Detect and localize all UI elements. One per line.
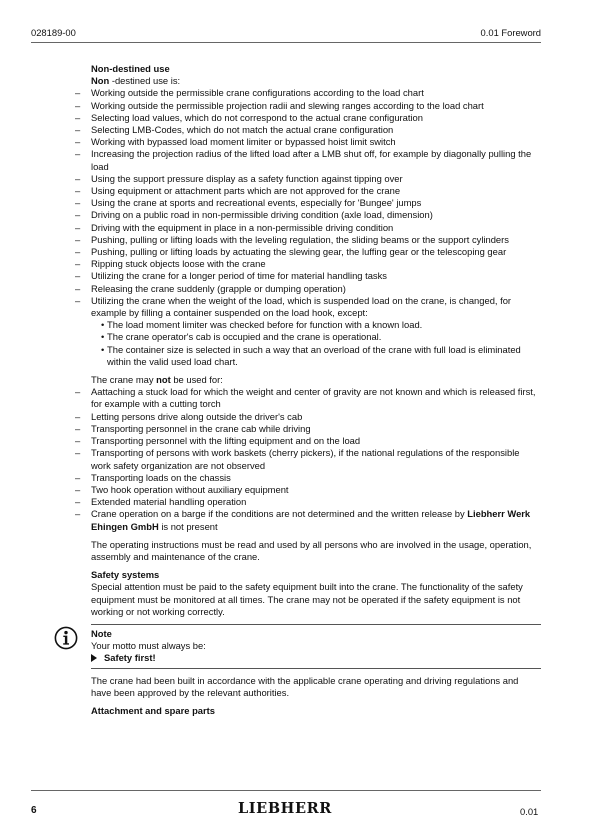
list-item: – Selecting LMB-Codes, which do not match the actual crane configuration xyxy=(75,124,394,136)
liebherr-logo: LIEBHERR xyxy=(238,800,332,817)
list-item: – Pushing, pulling or lifting loads with the leveling regulation, the sliding beams or the support cylinders xyxy=(75,233,509,245)
exception-item: • The load moment limiter was checked before for function with a known load. xyxy=(101,319,423,331)
non-destined-list xyxy=(75,87,541,319)
list-item: – Releasing the crane suddenly (grapple or dumping operation) xyxy=(75,282,346,294)
list-item: – Two hook operation without auxiliary equipment xyxy=(75,483,289,495)
header-divider xyxy=(31,42,541,43)
version-label: 0.01 xyxy=(520,806,539,817)
note-motto: Safety first! xyxy=(91,652,541,664)
list-item: – Working outside the permissible projection radii and slewing ranges according to the load chart xyxy=(75,99,484,111)
list-item: – Aattaching a stuck load for which the weight and center of gravity are not known and which is released first, for example with a cutting torch xyxy=(75,386,536,410)
non-destined-intro: Non -destined use is: xyxy=(91,75,181,87)
list-item: – Utilizing the crane for a longer period of time for material handling tasks xyxy=(75,270,387,282)
list-item: – Driving on a public road in non-permissible driving condition (axle load, dimension) xyxy=(75,209,433,221)
list-item: – Working with bypassed load moment limiter or bypassed hoist limit switch xyxy=(75,136,396,148)
list-item: – Transporting of persons with work baskets (cherry pickers), if the national regulations of the responsible work safety organization are not observed xyxy=(75,447,520,471)
page-number: 6 xyxy=(31,805,37,816)
note-title: Note xyxy=(91,627,112,639)
list-item: – Using the support pressure display as a safety function against tipping over xyxy=(75,172,403,184)
note-box xyxy=(91,624,541,669)
list-item: – Using the crane at sports and recreational events, especially for 'Bungee' jumps xyxy=(75,197,422,209)
not-used-last-list xyxy=(75,508,541,532)
built-paragraph: The crane had been built in accordance with the applicable crane operating and driving regulations and have been approved by the relevant authorities. xyxy=(91,674,519,698)
list-item: – Working outside the permissible crane configurations according to the load chart xyxy=(75,87,424,99)
list-item: – Extended material handling operation xyxy=(75,496,247,508)
list-item: – Transporting personnel with the lifting equipment and on the load xyxy=(75,435,361,447)
page-header xyxy=(31,27,541,39)
exception-item: • The container size is selected in such a way that an overload of the crane with full load is eliminated within the valid used load chart. xyxy=(101,343,521,367)
not-used-intro: The crane may not be used for: xyxy=(91,374,223,386)
list-item: – Transporting personnel in the crane cab while driving xyxy=(75,422,311,434)
list-item: – Letting persons drive along outside the driver's cab xyxy=(75,410,303,422)
exception-item: • The crane operator's cab is occupied and the crane is operational. xyxy=(101,331,382,343)
exceptions-list xyxy=(91,319,541,368)
list-item: – Ripping stuck objects loose with the crane xyxy=(75,258,266,270)
list-item: – Crane operation on a barge if the conditions are not determined and the written release by Liebherr Werk Ehingen GmbH is not present xyxy=(75,508,531,532)
note-line: Your motto must always be: xyxy=(91,640,206,652)
list-item: – Using equipment or attachment parts which are not approved for the crane xyxy=(75,185,401,197)
list-item: – Selecting load values, which do not correspond to the actual crane configuration xyxy=(75,111,423,123)
instructions-paragraph: The operating instructions must be read and used by all persons who are involved in the usage, operation, assembly and maintenance of the crane. xyxy=(91,538,532,562)
main-content xyxy=(75,63,541,717)
not-used-list xyxy=(75,386,541,508)
safety-paragraph: Special attention must be paid to the safety equipment built into the crane. The functionality of the safety equipment must be monitored at all times. The crane may not be operated if the safety equipment is not working or not working correctly. xyxy=(91,581,523,617)
info-icon xyxy=(54,626,78,650)
attachment-heading: Attachment and spare parts xyxy=(91,704,215,716)
non-destined-heading: Non-destined use xyxy=(91,63,170,74)
list-item: – Transporting loads on the chassis xyxy=(75,471,231,483)
doc-number: 028189-00 xyxy=(31,27,76,38)
footer-divider xyxy=(31,790,541,791)
list-item: – Pushing, pulling or lifting loads by actuating the slewing gear, the luffing gear or the telescoping gear xyxy=(75,246,507,258)
arrow-right-icon xyxy=(91,654,97,662)
section-title: 0.01 Foreword xyxy=(480,27,541,38)
list-item: – Driving with the equipment in place in a non-permissible driving condition xyxy=(75,221,394,233)
list-item: – Utilizing the crane when the weight of the load, which is suspended load on the crane, is changed, for example by filling a container suspended on the load hook, except: xyxy=(75,294,512,319)
list-item: – Increasing the projection radius of the lifted load after a LMB shut off, for example by diagonally pulling the load xyxy=(75,148,532,172)
safety-heading: Safety systems xyxy=(91,569,160,581)
